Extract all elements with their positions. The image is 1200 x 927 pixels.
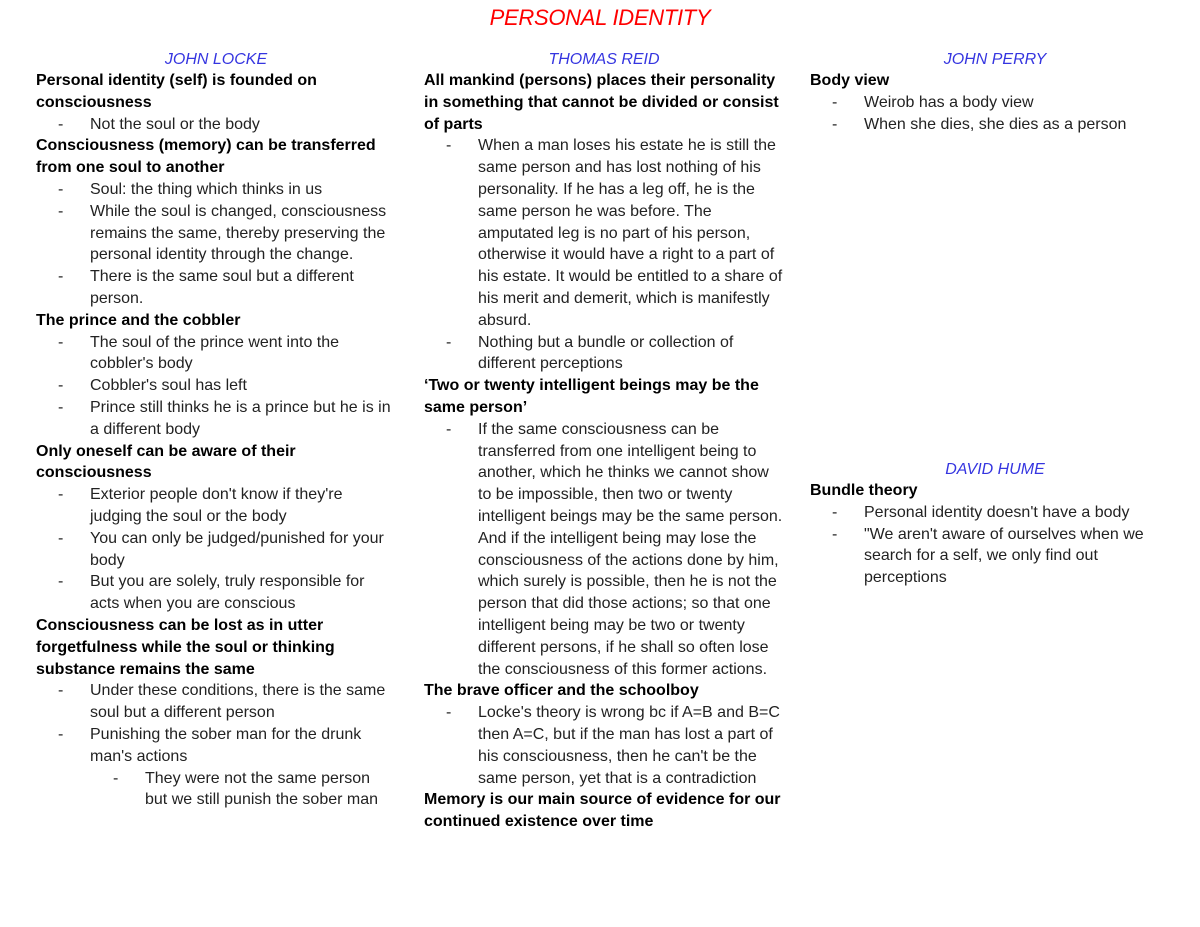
author-heading: JOHN LOCKE <box>164 51 268 68</box>
dash-bullet: - <box>58 268 64 286</box>
list-item: - Locke's theory is wrong bc if A=B and B=C then A=C, but if the man has lost a part of his consciousness, then he can't be the same person, yet that is a contradiction <box>446 704 780 787</box>
section-heading: Body view <box>810 72 890 89</box>
sub-list-item: - They were not the same person but we still punish the sober man <box>113 769 379 809</box>
author-heading: DAVID HUME <box>945 461 1045 478</box>
list-item: - If the same consciousness can be transferred from one intelligent being to another, which he thinks we cannot show to be impossible, then two or twenty intelligent beings may be the same person. And if the intelligent being may lose the consciousness of the actions done by him, which surely is possible, then he is not the person that did those actions; so that one intelligent being may be two or twenty different persons, if he shall so often lose the consciousness of this former actions. <box>446 420 783 678</box>
section-heading: Personal identity (self) is founded on consciousness <box>36 72 317 111</box>
dash-bullet: - <box>58 115 64 133</box>
section-heading: The brave officer and the schoolboy <box>424 682 699 700</box>
dash-bullet: - <box>832 115 838 133</box>
author-heading: THOMAS REID <box>548 51 660 68</box>
dash-bullet: - <box>58 377 64 395</box>
list-item: - Prince still thinks he is a prince but he is in a different body <box>58 398 391 438</box>
list-item: - But you are solely, truly responsible for acts when you are conscious <box>58 573 365 613</box>
dash-bullet: - <box>58 398 64 416</box>
section-heading: ‘Two or twenty intelligent beings may be the same person’ <box>424 377 759 416</box>
list-item: - Nothing but a bundle or collection of different perceptions <box>446 333 734 373</box>
list-item: - Personal identity doesn't have a body <box>810 502 1180 524</box>
list-item: - There is the same soul but a different person. <box>58 268 354 307</box>
list-item: - Soul: the thing which thinks in us <box>36 179 396 201</box>
column-thomas-reid <box>424 49 784 833</box>
section-heading: Consciousness can be lost as in utter forgetfulness while the soul or thinking substance remains the same <box>36 616 335 678</box>
list-item: - When a man loses his estate he is still the same person and has lost nothing of his personality. If he has a leg off, he is the same person he was before. The amputated leg is no part of his person, otherwise it would have a right to a part of his estate. It would be entitled to a share of his merit and demerit, which is manifestly absurd. <box>446 137 783 329</box>
section-heading: Only oneself can be aware of their consciousness <box>36 442 296 482</box>
dash-bullet: - <box>58 573 64 591</box>
dash-bullet: - <box>446 420 452 438</box>
dash-bullet: - <box>58 202 64 220</box>
section-heading: Consciousness (memory) can be transferred from one soul to another <box>36 137 376 177</box>
section-heading: Bundle theory <box>810 482 918 499</box>
column-john-locke <box>36 49 396 811</box>
dash-bullet: - <box>446 704 452 722</box>
dash-bullet: - <box>58 682 64 700</box>
list-item: - While the soul is changed, consciousness remains the same, thereby preserving the personal identity through the change. <box>58 202 387 264</box>
dash-bullet: - <box>832 503 838 521</box>
section-heading: The prince and the cobbler <box>36 311 241 329</box>
list-item: - Exterior people don't know if they're judging the soul or the body <box>58 486 343 525</box>
list-item: - The soul of the prince went into the cobbler's body <box>58 333 340 373</box>
page-title: PERSONAL IDENTITY <box>489 5 711 30</box>
dash-bullet: - <box>832 93 838 111</box>
list-item: - "We aren't aware of ourselves when we search for a self, we only find out perceptions <box>832 525 1144 587</box>
list-item: - Under these conditions, there is the same soul but a different person <box>58 682 386 722</box>
dash-bullet: - <box>113 769 119 787</box>
section-heading: All mankind (persons) places their personality in something that cannot be divided or consist of parts <box>424 72 779 133</box>
dash-bullet: - <box>446 333 452 351</box>
list-item: - Cobbler's soul has left <box>36 375 396 397</box>
column-david-hume <box>810 459 1180 589</box>
dash-bullet: - <box>58 486 64 504</box>
dash-bullet: - <box>446 137 452 155</box>
dash-bullet: - <box>58 529 64 547</box>
dash-bullet: - <box>58 180 64 198</box>
author-heading: JOHN PERRY <box>943 51 1047 68</box>
list-item: - When she dies, she dies as a person <box>810 114 1180 136</box>
section-heading: Memory is our main source of evidence for our continued existence over time <box>424 791 781 831</box>
list-item: - Not the soul or the body <box>36 114 396 136</box>
list-item: - Weirob has a body view <box>810 92 1180 114</box>
dash-bullet: - <box>832 525 838 543</box>
column-john-perry <box>810 49 1180 135</box>
dash-bullet: - <box>58 725 64 743</box>
dash-bullet: - <box>58 333 64 351</box>
list-item: - You can only be judged/punished for your body <box>58 529 384 569</box>
list-item: - Punishing the sober man for the drunk man's actions <box>58 725 362 765</box>
